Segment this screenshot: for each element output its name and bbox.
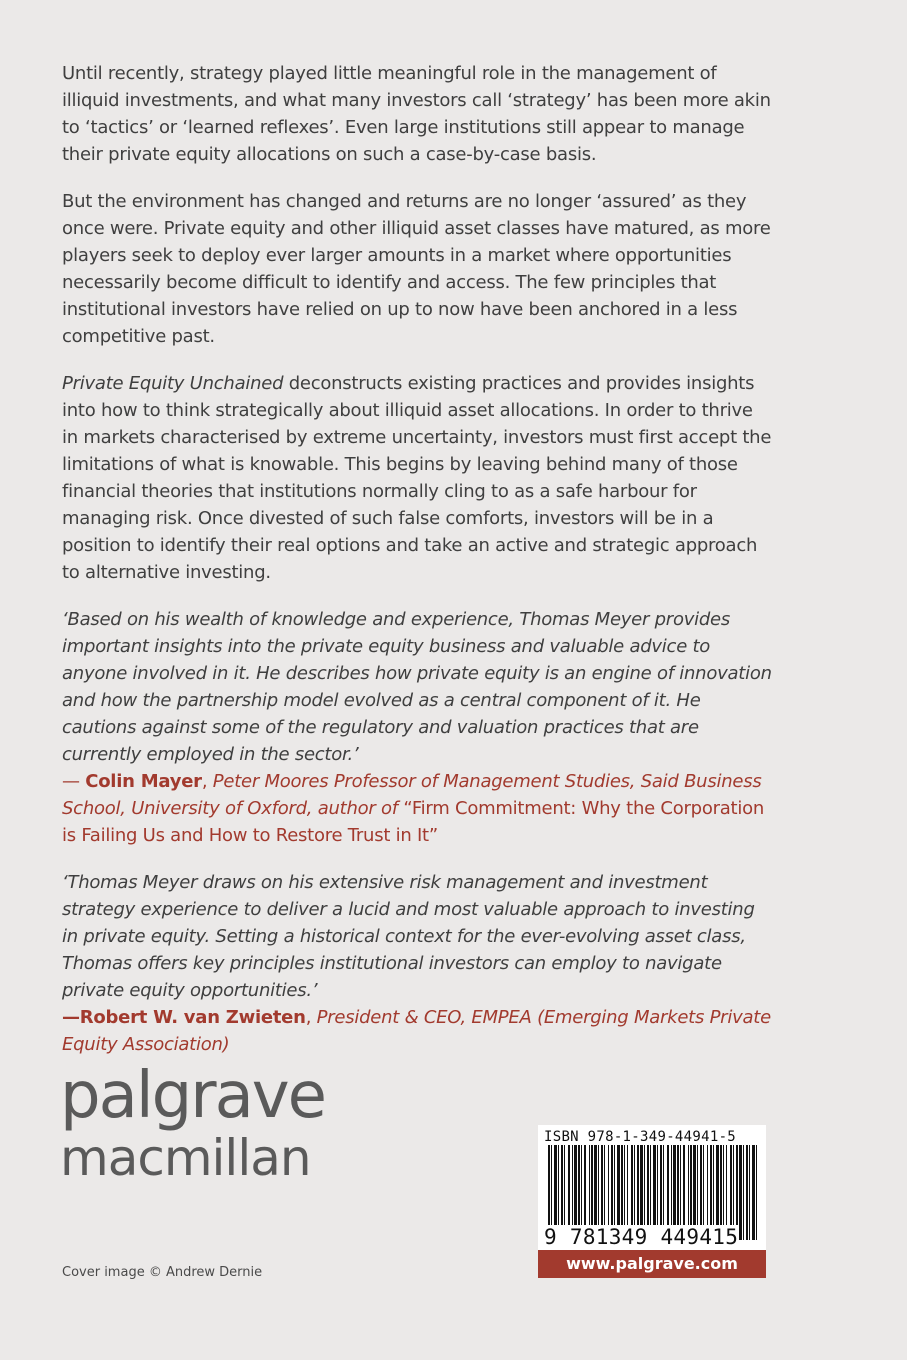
- publisher-logo-line2: macmillan: [60, 1129, 311, 1187]
- back-cover-text: [62, 60, 774, 1078]
- publisher-url: www.palgrave.com: [538, 1250, 766, 1278]
- endorsement-1-book: “Firm Commitment: Why the Corporation is Failing Us and How to Restore Trust in It”: [62, 798, 764, 846]
- publisher-logo: [60, 1059, 360, 1187]
- cover-image-credit: Cover image © Andrew Dernie: [62, 1265, 263, 1280]
- isbn-label: ISBN 978-1-349-44941-5: [544, 1129, 737, 1145]
- endorsement-1-title: Peter Moores Professor of Management Studies, Said Business School, University of Oxford, author of: [62, 771, 762, 819]
- body-paragraph-1: Until recently, strategy played little meaningful role in the management of illiquid investments, and what many investors call ‘strategy’ has been more akin to ‘tactics’ or ‘learned reflexes’. Even large institutions still appear to manage their private equity allocations on such a case-by-case basis.: [62, 63, 771, 165]
- endorsement-2-name: Robert W. van Zwieten: [79, 1007, 306, 1028]
- endorsement-2-text: ‘Thomas Meyer draws on his extensive risk management and investment strategy experience to deliver a lucid and most valuable approach to investing in private equity. Setting a historical context for the ever-evolving asset class, Thomas offers key principles institutional investors can employ to navigate private equity opportunities.’: [62, 872, 755, 1001]
- endorsement-1-name: Colin Mayer: [85, 771, 202, 792]
- barcode-bar: [756, 1145, 757, 1240]
- barcode-bar: [746, 1145, 748, 1240]
- body-paragraph-3-text: deconstructs existing practices and provides insights into how to think strategically about illiquid asset allocations. In order to thrive in markets characterised by extreme uncertainty, investors must first accept the limitations of what is knowable. This begins by leaving behind many of those financial theories that institutions normally cling to as a safe harbour for managing risk. Once divested of such false comforts, investors will be in a position to identify their real options and take an active and strategic approach to alternative investing.: [62, 373, 772, 583]
- ean-digits: 9 781349 449415: [544, 1225, 739, 1249]
- barcode-bar: [743, 1145, 744, 1240]
- endorsement-1-text: ‘Based on his wealth of knowledge and experience, Thomas Meyer provides important insights into the private equity business and valuable advice to anyone involved in it. He describes how private equity is an engine of innovation and how the partnership model evolved as a central component of it. He cautions against some of the regulatory and valuation practices that are currently employed in the sector.’: [62, 609, 772, 765]
- endorsement-2-title: President & CEO, EMPEA (Emerging Markets Private Equity Association): [62, 1007, 771, 1055]
- endorsement-1: [62, 606, 774, 849]
- isbn-barcode: [538, 1125, 766, 1278]
- endorsement-1-attribution: [62, 768, 774, 849]
- endorsement-1-dash: —: [62, 771, 86, 792]
- barcode-bar: [749, 1145, 750, 1240]
- endorsement-2-dash: —: [62, 1007, 80, 1028]
- endorsement-2-sep: ,: [305, 1007, 317, 1028]
- publisher-logo-line1: palgrave: [60, 1059, 326, 1133]
- endorsement-2: [62, 869, 774, 1058]
- body-paragraph-3: [62, 370, 774, 586]
- endorsement-1-sep: ,: [201, 771, 213, 792]
- barcode-bar: [752, 1145, 755, 1240]
- book-title: Private Equity Unchained: [62, 373, 284, 394]
- body-paragraph-2: But the environment has changed and returns are no longer ‘assured’ as they once were. Private equity and other illiquid asset classes have matured, as more players seek to deploy ever larger amounts in a market where opportunities necessarily become difficult to identify and access. The few principles that institutional investors have relied on up to now have been anchored in a less competitive past.: [62, 191, 771, 347]
- barcode-bar: [739, 1145, 742, 1240]
- endorsement-2-attribution: [62, 1004, 774, 1058]
